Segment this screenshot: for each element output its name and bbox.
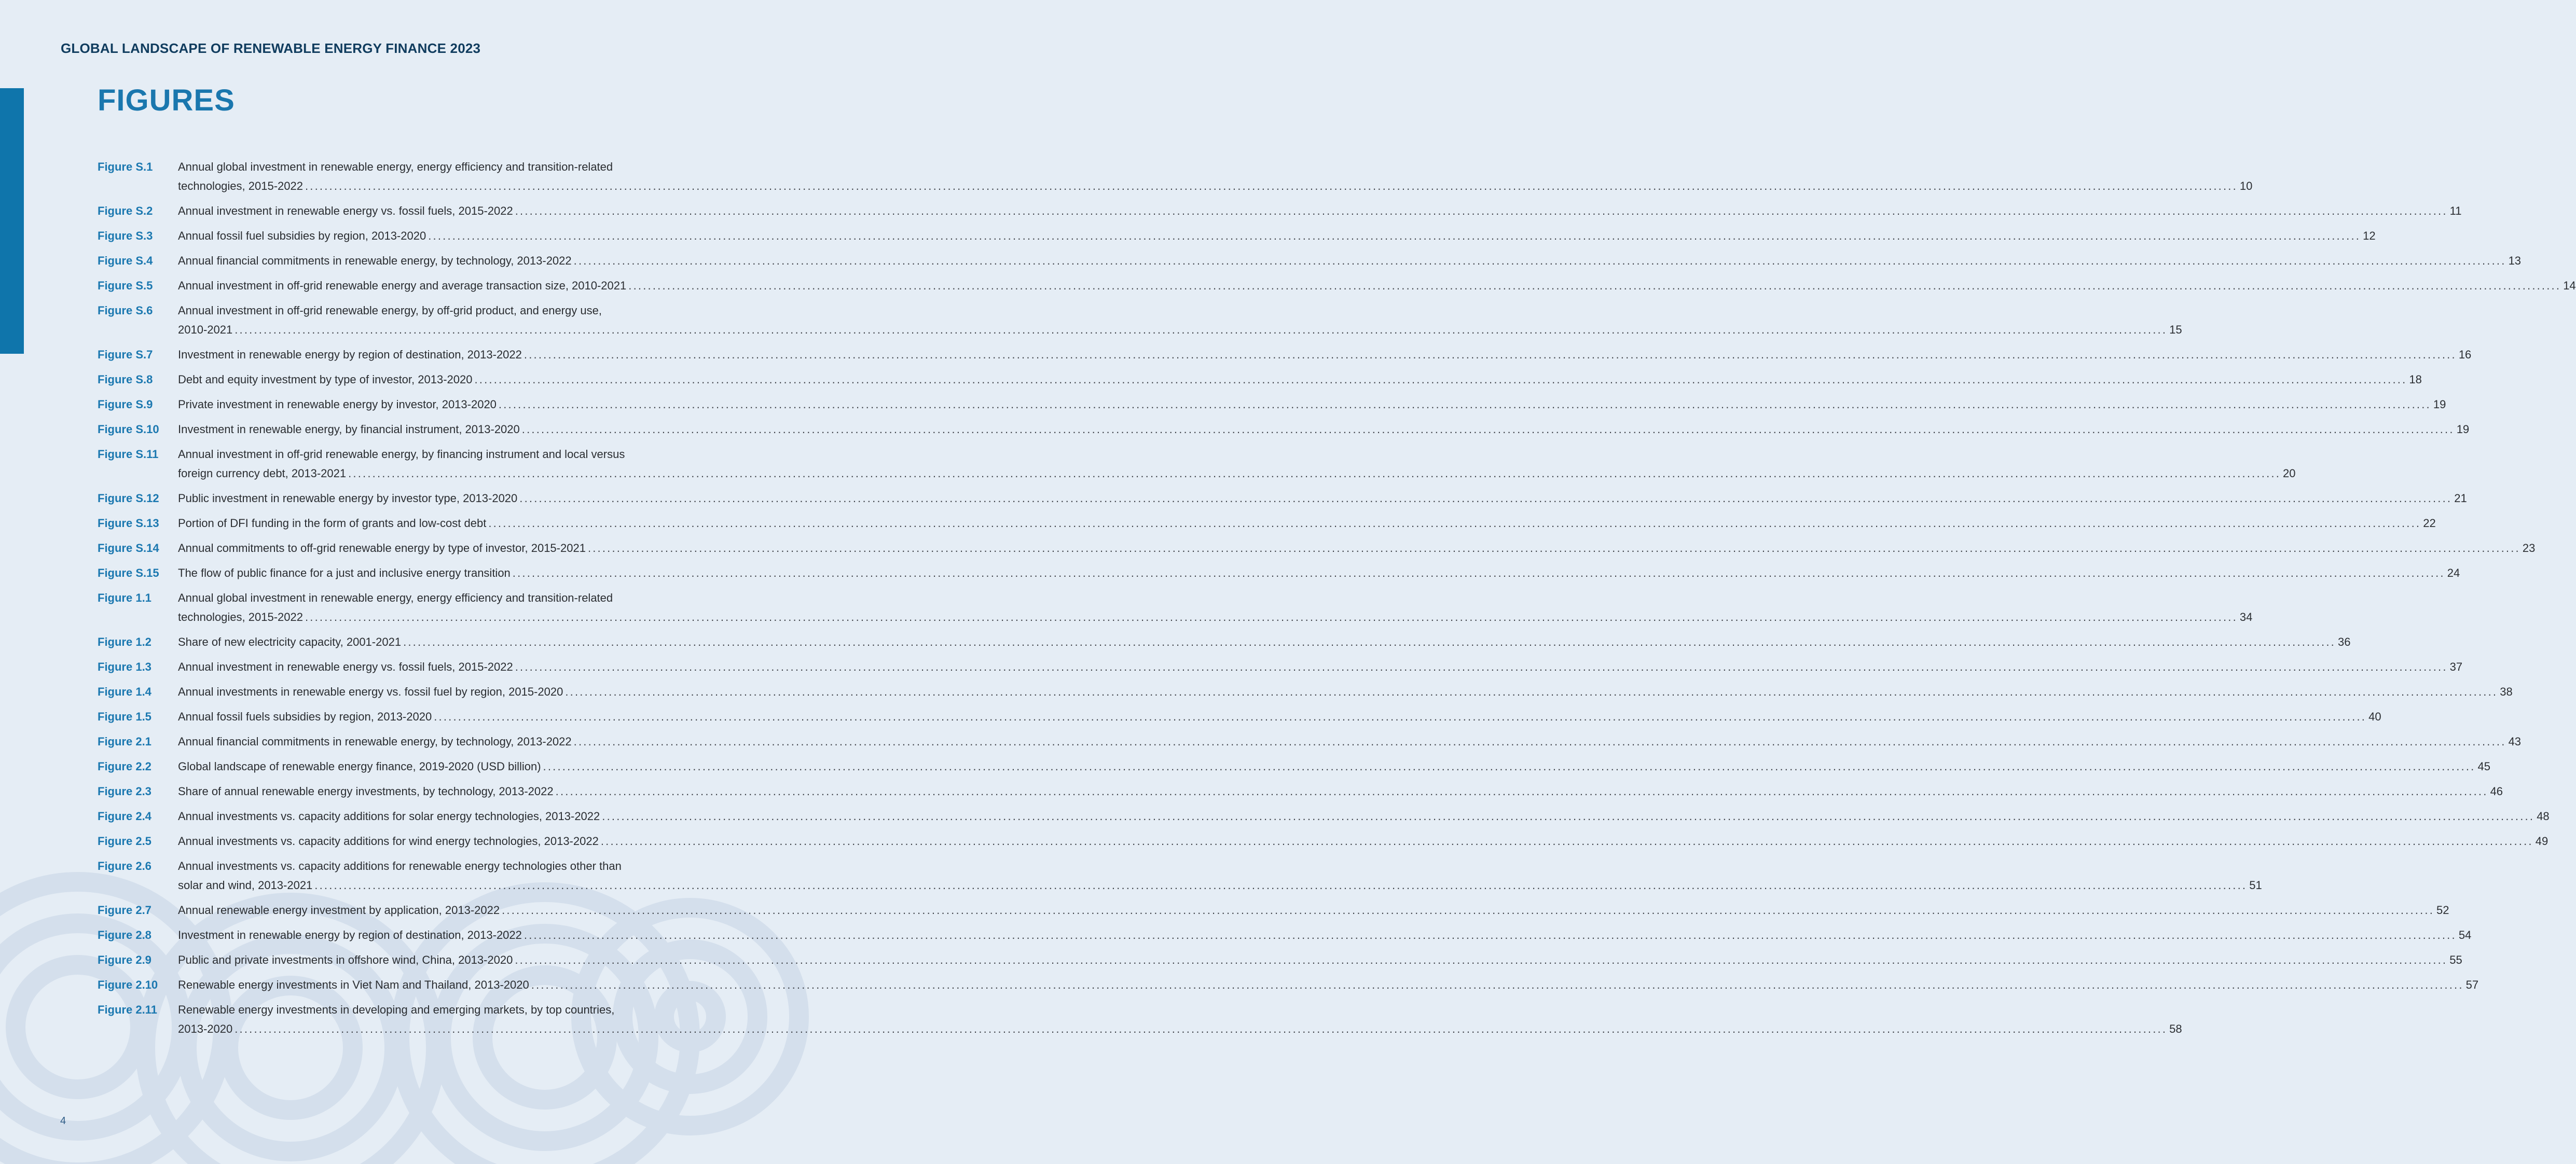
figure-title-line [178,563,2460,583]
dot-leader: ................................................................................................................................................................................................................................................................................................................................................................................................................ [524,929,2457,941]
figure-title-line [178,251,2522,270]
dot-leader: ................................................................................................................................................................................................................................................................................................................................................................................................................ [305,611,2238,623]
figure-title [178,226,2376,245]
figure-page-number: 46 [2490,785,2503,798]
figure-title-text: The flow of public finance for a just and inclusive energy transition [178,566,511,579]
dot-leader: ................................................................................................................................................................................................................................................................................................................................................................................................................ [543,760,2476,773]
figure-page-number: 38 [2500,685,2513,698]
dot-leader: ................................................................................................................................................................................................................................................................................................................................................................................................................ [235,323,2168,336]
figure-number: Figure S.1 [98,160,153,173]
figure-entry[interactable] [98,900,2449,920]
figure-page-number: 52 [2436,904,2449,917]
figure-title-line [178,732,2522,751]
figure-title [178,538,2536,558]
figure-number: Figure S.2 [98,204,153,217]
page-number: 4 [60,1115,66,1127]
figure-number: Figure 1.2 [98,635,151,648]
figure-entry[interactable] [98,420,2470,439]
figure-number: Figure S.13 [98,517,159,530]
figure-title-line: Annual investments vs. capacity additions for renewable energy technologies other than [178,860,622,872]
figure-page-number: 34 [2239,611,2253,623]
dot-leader: ................................................................................................................................................................................................................................................................................................................................................................................................................ [573,254,2506,267]
figure-title-line: Annual investment in off-grid renewable energy, by financing instrument and local versus [178,448,625,461]
accent-sidebar [0,88,24,354]
figure-title [178,682,2513,701]
figure-title-line [178,201,2462,220]
dot-leader: ................................................................................................................................................................................................................................................................................................................................................................................................................ [502,904,2435,917]
figure-number: Figure S.15 [98,566,159,579]
figure-title [178,445,2296,483]
figure-number: Figure 2.10 [98,978,158,991]
figure-title-line [178,807,2550,826]
figure-title [178,632,2351,652]
dot-leader: ................................................................................................................................................................................................................................................................................................................................................................................................................ [515,660,2448,673]
figure-title [178,856,2262,895]
figure-entry[interactable] [98,707,2381,726]
figure-title [178,251,2522,270]
figure-page-number: 14 [2563,279,2576,292]
figure-page-number: 51 [2249,879,2262,892]
figure-number: Figure S.7 [98,348,153,361]
figure-title [178,782,2503,801]
figure-title-line [178,950,2462,969]
figure-title-text: Renewable energy investments in Viet Nam and Thailand, 2013-2020 [178,978,529,991]
figure-page-number: 43 [2508,735,2522,748]
dot-leader: ................................................................................................................................................................................................................................................................................................................................................................................................................ [348,467,2281,480]
figure-entry[interactable] [98,538,2536,558]
figure-entry[interactable] [98,632,2351,652]
dot-leader: ................................................................................................................................................................................................................................................................................................................................................................................................................ [488,517,2421,530]
dot-leader: ................................................................................................................................................................................................................................................................................................................................................................................................................ [498,398,2431,411]
figure-title [178,588,2253,627]
figure-title-line [178,489,2467,508]
figure-title-text: Share of new electricity capacity, 2001-2021 [178,635,402,648]
figure-title-line [178,345,2472,364]
dot-leader: ................................................................................................................................................................................................................................................................................................................................................................................................................ [403,635,2336,648]
figure-number: Figure 1.5 [98,710,151,723]
dot-leader: ................................................................................................................................................................................................................................................................................................................................................................................................................ [565,685,2498,698]
report-header: GLOBAL LANDSCAPE OF RENEWABLE ENERGY FINANCE 2023 [61,40,481,56]
figure-page-number: 40 [2368,710,2381,723]
figure-title [178,514,2436,533]
figure-number: Figure 2.9 [98,953,151,966]
figure-title-text: Annual investment in renewable energy vs. fossil fuels, 2015-2022 [178,204,513,217]
figure-entry[interactable] [98,251,2522,270]
figure-title-text: Annual investment in renewable energy vs. fossil fuels, 2015-2022 [178,660,513,673]
figure-entry[interactable] [98,345,2472,364]
figure-entry[interactable] [98,682,2513,701]
figure-title-line [178,657,2463,676]
figure-page-number: 55 [2449,953,2462,966]
figure-title-line [178,276,2576,295]
dot-leader: ................................................................................................................................................................................................................................................................................................................................................................................................................ [602,810,2535,823]
figure-entry[interactable] [98,301,2182,339]
figure-entry[interactable] [98,856,2262,895]
dot-leader: ................................................................................................................................................................................................................................................................................................................................................................................................................ [628,279,2561,292]
figure-number: Figure S.3 [98,229,153,242]
figure-title-line [178,176,2253,196]
figure-page-number: 49 [2535,835,2549,848]
figure-title-text: 2010-2021 [178,323,233,336]
figure-number: Figure S.6 [98,304,153,317]
figure-page-number: 23 [2522,542,2536,555]
figure-entry[interactable] [98,370,2422,389]
figure-title [178,807,2550,826]
figure-title-text: Annual fossil fuel subsidies by region, 2013-2020 [178,229,426,242]
figure-number: Figure 1.4 [98,685,151,698]
figure-title-text: Public investment in renewable energy by investor type, 2013-2020 [178,492,518,505]
figure-title-text: Private investment in renewable energy by investor, 2013-2020 [178,398,497,411]
figure-title [178,157,2253,196]
page-title: FIGURES [98,84,235,117]
figure-title-text: Global landscape of renewable energy finance, 2019-2020 (USD billion) [178,760,541,773]
figure-number: Figure 2.5 [98,835,151,848]
dot-leader: ................................................................................................................................................................................................................................................................................................................................................................................................................ [519,492,2453,505]
dot-leader: ................................................................................................................................................................................................................................................................................................................................................................................................................ [587,542,2520,555]
figure-page-number: 10 [2239,179,2253,192]
figure-title [178,201,2462,220]
figure-title [178,395,2446,414]
figure-title-text: Investment in renewable energy by region of destination, 2013-2022 [178,348,522,361]
figure-page-number: 19 [2456,423,2470,436]
figure-entry[interactable] [98,445,2296,483]
figure-title-text: Investment in renewable energy by region of destination, 2013-2022 [178,929,522,941]
figure-page-number: 18 [2409,373,2422,386]
figure-number: Figure S.9 [98,398,153,411]
dot-leader: ................................................................................................................................................................................................................................................................................................................................................................................................................ [428,229,2361,242]
figure-title-text: Annual financial commitments in renewable energy, by technology, 2013-2022 [178,254,572,267]
figure-page-number: 16 [2458,348,2472,361]
figure-title-text: technologies, 2015-2022 [178,611,303,623]
dot-leader: ................................................................................................................................................................................................................................................................................................................................................................................................................ [515,204,2448,217]
figure-title [178,832,2549,851]
figure-entry[interactable] [98,807,2550,826]
figure-page-number: 58 [2169,1022,2182,1035]
figure-title [178,489,2467,508]
figure-title [178,370,2422,389]
figure-title-line [178,632,2351,652]
figure-title-text: Debt and equity investment by type of investor, 2013-2020 [178,373,473,386]
figure-page-number: 36 [2337,635,2351,648]
figure-title-line [178,876,2262,895]
figure-title-text: Share of annual renewable energy investments, by technology, 2013-2022 [178,785,554,798]
figure-title-line [178,782,2503,801]
figure-title-line [178,900,2449,920]
dot-leader: ................................................................................................................................................................................................................................................................................................................................................................................................................ [235,1022,2168,1035]
figure-title-line: Renewable energy investments in developing and emerging markets, by top countries, [178,1003,615,1016]
figure-title-text: Annual investments vs. capacity additions for solar energy technologies, 2013-2022 [178,810,600,823]
figure-entry[interactable] [98,276,2576,295]
figure-title-line [178,757,2490,776]
figure-page-number: 12 [2363,229,2376,242]
figure-title-text: technologies, 2015-2022 [178,179,303,192]
dot-leader: ................................................................................................................................................................................................................................................................................................................................................................................................................ [555,785,2488,798]
figure-title-text: 2013-2020 [178,1022,233,1035]
figure-title [178,657,2463,676]
figure-title [178,707,2381,726]
figure-title-line [178,420,2470,439]
figure-number: Figure 2.3 [98,785,151,798]
figure-title-line [178,464,2296,483]
figure-entry[interactable] [98,925,2472,945]
figure-title-text: Annual investment in off-grid renewable energy and average transaction size, 2010-2021 [178,279,627,292]
figure-entry[interactable] [98,950,2462,969]
figure-title-text: Annual renewable energy investment by application, 2013-2022 [178,904,500,917]
figure-entry[interactable] [98,832,2549,851]
figure-title-text: Annual investments in renewable energy vs. fossil fuel by region, 2015-2020 [178,685,563,698]
figure-page-number: 22 [2423,517,2436,530]
figure-title [178,925,2472,945]
figure-title [178,950,2462,969]
figure-number: Figure 2.11 [98,1003,157,1016]
figure-page-number: 45 [2477,760,2490,773]
figure-number: Figure S.10 [98,423,159,436]
figure-title-line [178,607,2253,627]
figure-title-line [178,975,2479,994]
figure-entry[interactable] [98,489,2467,508]
figure-title [178,732,2522,751]
figure-entry[interactable] [98,157,2253,196]
figure-title-text: Portion of DFI funding in the form of grants and low-cost debt [178,517,487,530]
figure-title-line [178,1019,2182,1038]
figure-title [178,420,2470,439]
figure-number: Figure S.11 [98,448,159,461]
figure-title [178,276,2576,295]
figure-page-number: 54 [2458,929,2472,941]
figure-title-line [178,226,2376,245]
figure-title [178,1000,2182,1038]
dot-leader: ................................................................................................................................................................................................................................................................................................................................................................................................................ [314,879,2248,892]
dot-leader: ................................................................................................................................................................................................................................................................................................................................................................................................................ [512,566,2445,579]
figure-page-number: 57 [2465,978,2479,991]
figure-title-line: Annual investment in off-grid renewable energy, by off-grid product, and energy use, [178,304,602,317]
figure-title-line: Annual global investment in renewable energy, energy efficiency and transition-related [178,591,613,604]
figures-list [98,157,2576,1044]
figure-title-line [178,832,2549,851]
figure-title-line [178,538,2536,558]
figure-number: Figure S.12 [98,492,159,505]
figure-number: Figure S.8 [98,373,153,386]
figure-title-text: Annual investments vs. capacity additions for wind energy technologies, 2013-2022 [178,835,599,848]
figure-title-text: solar and wind, 2013-2021 [178,879,313,892]
figure-page-number: 20 [2283,467,2296,480]
figure-title-line: Annual global investment in renewable energy, energy efficiency and transition-related [178,160,613,173]
figure-entry[interactable] [98,395,2446,414]
figure-entry[interactable] [98,201,2462,220]
dot-leader: ................................................................................................................................................................................................................................................................................................................................................................................................................ [474,373,2407,386]
figure-page-number: 11 [2449,204,2462,217]
figure-number: Figure 1.3 [98,660,151,673]
figure-number: Figure 2.1 [98,735,151,748]
figure-entry[interactable] [98,1000,2182,1038]
dot-leader: ................................................................................................................................................................................................................................................................................................................................................................................................................ [600,835,2533,848]
figure-number: Figure S.14 [98,542,159,555]
figure-title-line [178,395,2446,414]
figure-entry[interactable] [98,563,2460,583]
figure-number: Figure 1.1 [98,591,151,604]
figure-page-number: 21 [2454,492,2467,505]
figure-title-text: Annual fossil fuels subsidies by region, 2013-2020 [178,710,432,723]
figure-page-number: 37 [2449,660,2463,673]
figure-entry[interactable] [98,226,2376,245]
figure-number: Figure 2.6 [98,860,151,872]
figure-title-text: Annual commitments to off-grid renewable energy by type of investor, 2015-2021 [178,542,586,555]
figure-page-number: 13 [2508,254,2522,267]
figure-page-number: 19 [2433,398,2446,411]
dot-leader: ................................................................................................................................................................................................................................................................................................................................................................................................................ [531,978,2464,991]
figure-title [178,757,2490,776]
figure-title [178,301,2182,339]
figure-page-number: 48 [2537,810,2550,823]
figure-number: Figure S.5 [98,279,153,292]
figure-title-line [178,370,2422,389]
figure-entry[interactable] [98,588,2253,627]
figure-title-line [178,320,2182,339]
figure-page-number: 24 [2447,566,2460,579]
figure-title [178,563,2460,583]
figure-title-text: foreign currency debt, 2013-2021 [178,467,347,480]
dot-leader: ................................................................................................................................................................................................................................................................................................................................................................................................................ [573,735,2506,748]
figure-title-line [178,682,2513,701]
figure-page-number: 15 [2169,323,2182,336]
figure-entry[interactable] [98,657,2463,676]
figure-title-line [178,514,2436,533]
figure-title [178,975,2479,994]
dot-leader: ................................................................................................................................................................................................................................................................................................................................................................................................................ [521,423,2455,436]
figure-title-line [178,707,2381,726]
figure-title-text: Public and private investments in offshore wind, China, 2013-2020 [178,953,513,966]
figure-entry[interactable] [98,782,2503,801]
figure-title-text: Annual financial commitments in renewable energy, by technology, 2013-2022 [178,735,572,748]
figure-number: Figure 2.4 [98,810,151,823]
figure-number: Figure S.4 [98,254,153,267]
dot-leader: ................................................................................................................................................................................................................................................................................................................................................................................................................ [515,953,2448,966]
figure-entry[interactable] [98,757,2490,776]
figure-number: Figure 2.8 [98,929,151,941]
dot-leader: ................................................................................................................................................................................................................................................................................................................................................................................................................ [305,179,2238,192]
figure-title [178,900,2449,920]
figure-number: Figure 2.7 [98,904,151,917]
figure-entry[interactable] [98,514,2436,533]
figure-entry[interactable] [98,732,2522,751]
figure-title-line [178,925,2472,945]
dot-leader: ................................................................................................................................................................................................................................................................................................................................................................................................................ [524,348,2457,361]
dot-leader: ................................................................................................................................................................................................................................................................................................................................................................................................................ [434,710,2367,723]
figure-entry[interactable] [98,975,2479,994]
figure-title [178,345,2472,364]
figure-number: Figure 2.2 [98,760,151,773]
figure-title-text: Investment in renewable energy, by financial instrument, 2013-2020 [178,423,520,436]
